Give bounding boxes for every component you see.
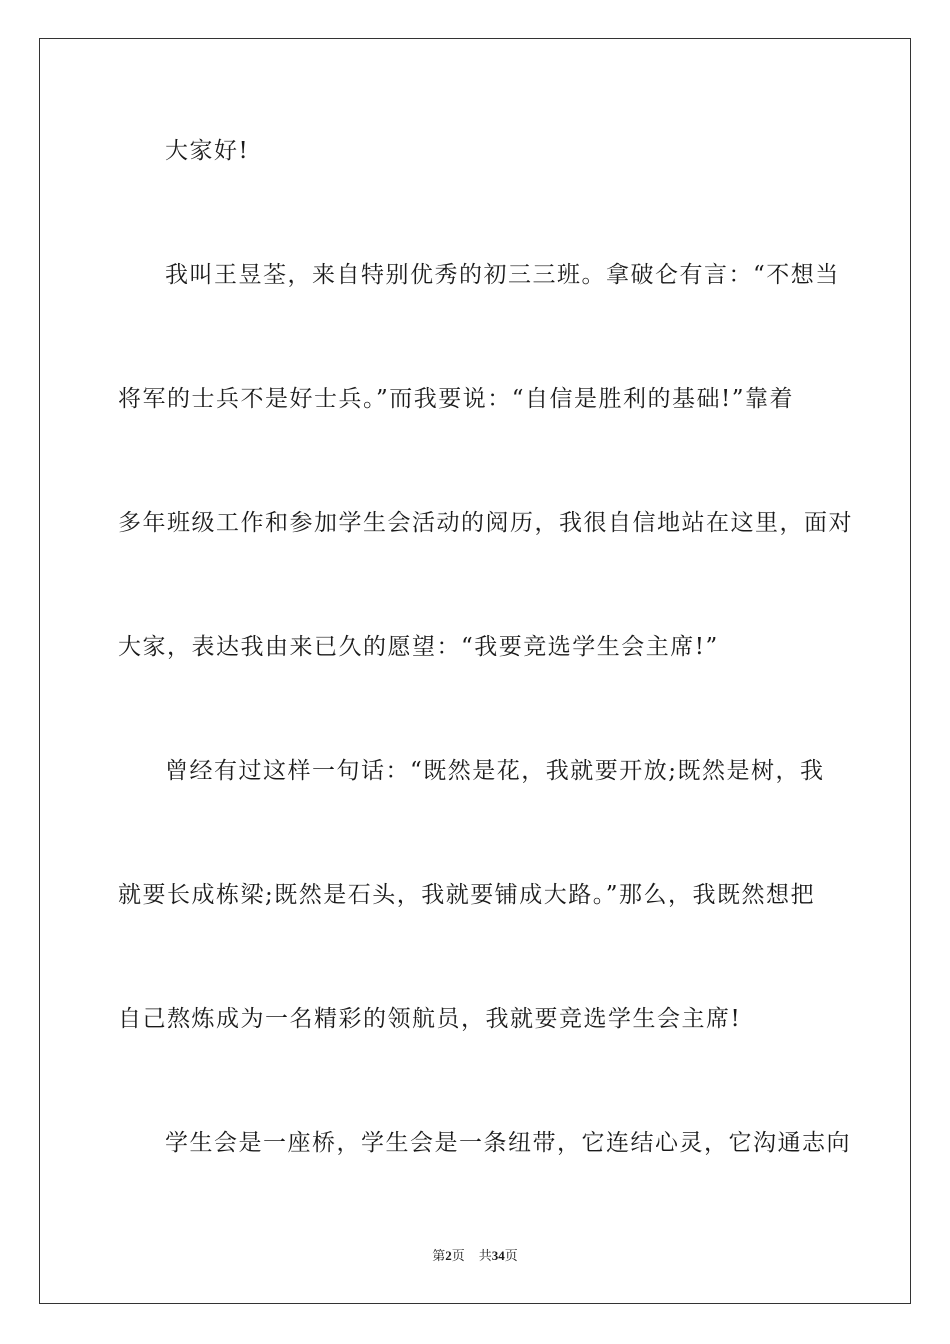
paragraph-line: 曾经有过这样一句话：“既然是花，我就要开放;既然是树，我 — [165, 758, 825, 784]
paragraph-line: 大家好! — [165, 138, 250, 164]
page-border — [39, 38, 911, 1304]
total-pages: 34 — [491, 1248, 505, 1263]
page-footer — [0, 1247, 950, 1265]
page-number: 2 — [445, 1248, 452, 1263]
total-prefix: 共 — [478, 1248, 492, 1263]
paragraph-line: 就要长成栋梁;既然是石头，我就要铺成大路。”那么，我既然想把 — [118, 882, 816, 908]
page-suffix: 页 — [451, 1248, 465, 1263]
page-prefix: 第 — [432, 1248, 446, 1263]
paragraph-line: 学生会是一座桥，学生会是一条纽带，它连结心灵，它沟通志向 — [165, 1130, 851, 1156]
paragraph-line: 自己熬炼成为一名精彩的领航员，我就要竞选学生会主席! — [118, 1006, 742, 1032]
paragraph-line: 我叫王昱荃，来自特别优秀的初三三班。拿破仑有言：“不想当 — [165, 262, 840, 288]
paragraph-line: 多年班级工作和参加学生会活动的阅历，我很自信地站在这里，面对 — [118, 510, 853, 536]
paragraph-line: 大家，表达我由来已久的愿望：“我要竞选学生会主席!” — [118, 634, 719, 660]
paragraph-line: 将军的士兵不是好士兵。”而我要说：“自信是胜利的基础!”靠着 — [118, 386, 795, 412]
total-suffix: 页 — [504, 1248, 518, 1263]
